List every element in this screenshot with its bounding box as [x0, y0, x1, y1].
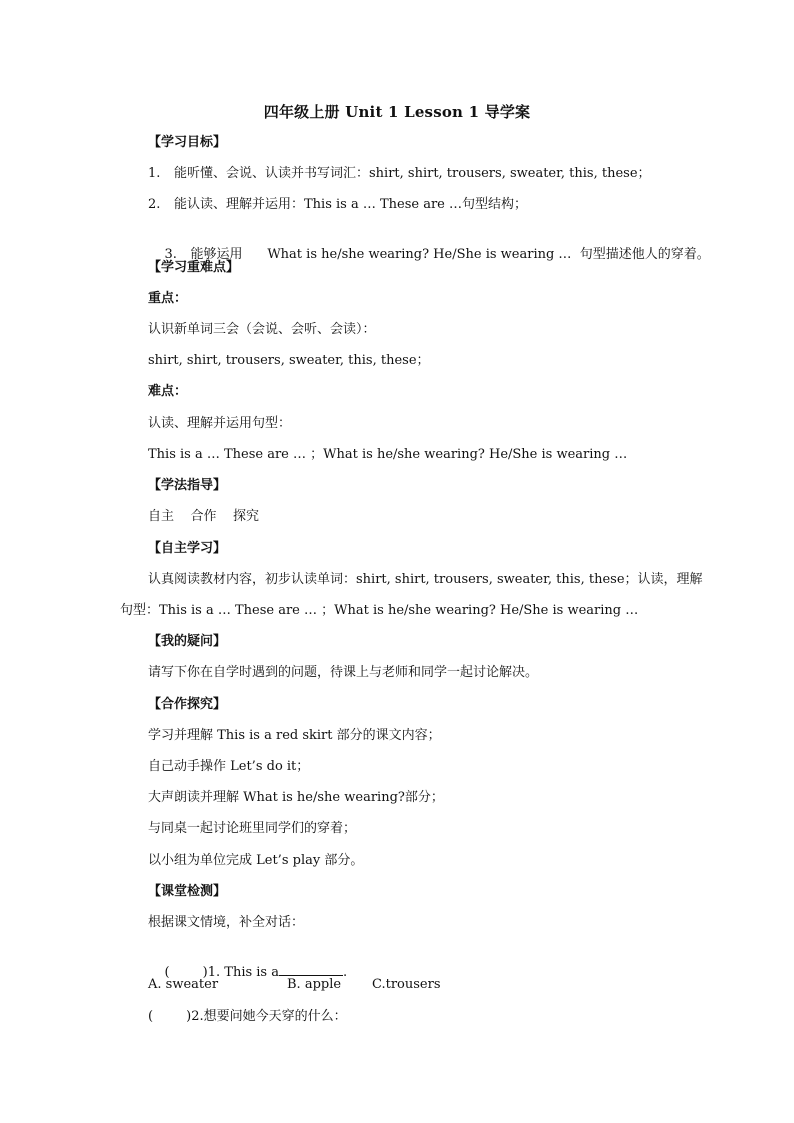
- objective-item: [148, 196, 527, 214]
- difficulty-label: 难点：: [148, 384, 188, 399]
- objective-text: 能认读、理解并运用：This is a … These are …句型结构；: [174, 197, 528, 212]
- key-points-heading: 【学习重难点】: [148, 260, 240, 275]
- objectives-heading: 【学习目标】: [148, 135, 227, 150]
- focus-label: 重点：: [148, 291, 188, 306]
- questions-heading: 【我的疑问】: [148, 634, 227, 649]
- check-intro: 根据课文情境，补全对话：: [148, 915, 305, 930]
- focus-words: shirt, shirt, trousers, sweater, this, these；: [148, 353, 430, 368]
- answer-blank[interactable]: [279, 963, 343, 976]
- option-b: B. apple: [287, 977, 342, 992]
- objective-text: 能够运用 What is he/she wearing? He/She is wearing … 句型描述他人的穿着。: [190, 247, 710, 262]
- question-2: ( )2.想要问她今天穿的什么：: [148, 1009, 347, 1024]
- self-study-line: 句型：This is a … These are … ；What is he/she wearing? He/She is wearing …: [120, 603, 639, 618]
- difficulty-intro: 认读、理解并运用句型：: [148, 416, 292, 431]
- option-a: A. sweater: [148, 977, 219, 992]
- cooperation-item: 大声朗读并理解 What is he/she wearing?部分；: [148, 790, 444, 805]
- objective-item: [148, 165, 651, 183]
- questions-text: 请写下你在自学时遇到的问题，待课上与老师和同学一起讨论解决。: [148, 665, 539, 680]
- objective-number: 1.: [148, 166, 161, 181]
- objective-number: 3.: [164, 247, 177, 262]
- cooperation-item: 学习并理解 This is a red skirt 部分的课文内容；: [148, 728, 441, 743]
- check-heading: 【课堂检测】: [148, 884, 227, 899]
- method-heading: 【学法指导】: [148, 478, 227, 493]
- focus-intro: 认识新单词三会（会说、会听、会读）：: [148, 322, 376, 337]
- objective-number: 2.: [148, 197, 161, 212]
- question-1-prefix: ( )1. This is a: [164, 965, 279, 980]
- cooperation-item: 以小组为单位完成 Let’s play 部分。: [148, 853, 364, 868]
- objective-text: 能听懂、会说、认读并书写词汇：shirt, shirt, trousers, sweater, this, these；: [174, 166, 651, 181]
- option-c: C.trousers: [372, 977, 441, 992]
- question-1-options: [148, 976, 441, 994]
- cooperation-heading: 【合作探究】: [148, 697, 227, 712]
- cooperation-item: 与同桌一起讨论班里同学们的穿着；: [148, 821, 357, 836]
- self-study-heading: 【自主学习】: [148, 541, 227, 556]
- question-1-suffix: .: [343, 965, 348, 980]
- difficulty-sentences: This is a … These are … ；What is he/she wearing? He/She is wearing …: [148, 447, 628, 462]
- self-study-line: 认真阅读教材内容，初步认读单词：shirt, shirt, trousers, sweater, this, these；认读，理解: [148, 572, 703, 587]
- page-title: 四年级上册 Unit 1 Lesson 1 导学案: [263, 103, 531, 121]
- method-text: 自主 合作 探究: [148, 509, 260, 524]
- cooperation-item: 自己动手操作 Let’s do it；: [148, 759, 310, 774]
